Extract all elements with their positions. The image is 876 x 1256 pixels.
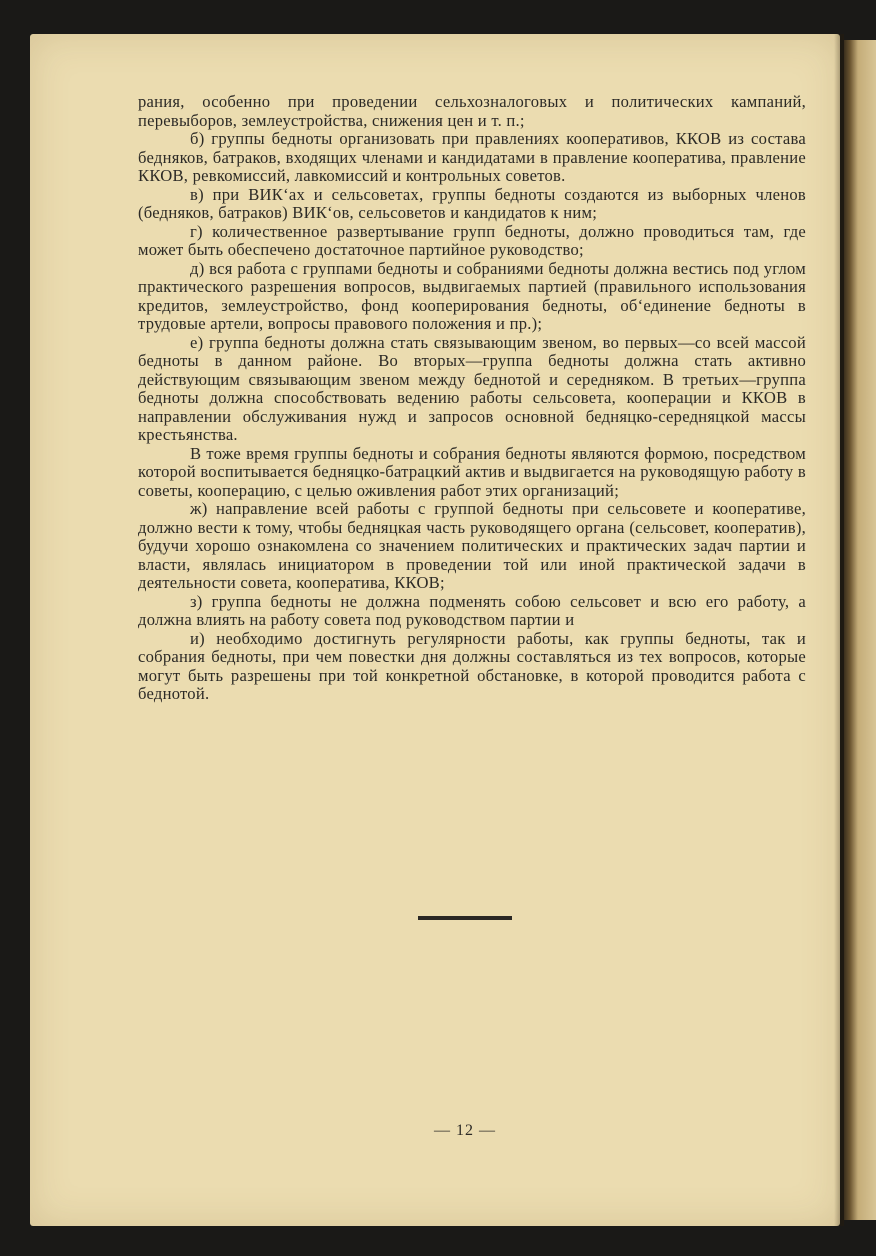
page-edge-shadow: [834, 34, 844, 1226]
adjacent-page-edge: [844, 40, 876, 1220]
page-number: — 12 —: [434, 1122, 496, 1139]
paragraph-b: б) группы бедноты организовать при правлениях кооперативов, ККОВ из состава бедняков, батраков, входящих членами и кандидатами в правление кооператива, правление ККОВ, ревкомиссий, лавкомиссий и контрольных советов.: [138, 129, 806, 185]
paragraph-v: в) при ВИК‘ах и сельсоветах, группы бедноты создаются из выборных членов (бедняков, батраков) ВИК‘ов, сельсоветов и кандидатов к ним;: [138, 184, 806, 222]
paragraph-z: з) группа бедноты не должна подменять собою сельсовет и всю его работу, а должна влиять на работу совета под руководством партии и: [138, 591, 806, 629]
body-text: [138, 93, 806, 704]
paragraph-i: и) необходимо достигнуть регулярности работы, как группы бедноты, так и собрания бедноты, при чем повестки дня должны составляться из тех вопросов, которые могут быть разрешены при той конкретной обстановке, в которой проводится работа с беднотой.: [138, 628, 806, 703]
paragraph-e: е) группа бедноты должна стать связывающим звеном, во первых—со всей массой бедноты в данном районе. Во вторых—группа бедноты должна стать активно действующим связывающим звеном между беднотой и середняком. В третьих—группа бедноты должна способствовать ведению работы сельсовета, кооперации и ККОВ в направлении обслуживания нужд и запросов основной бедняцко-середняцкой массы крестьянства.: [138, 332, 806, 444]
paragraph-d: д) вся работа с группами бедноты и собраниями бедноты должна вестись под углом практического разрешения вопросов, выдвигаемых партией (правильного использования кредитов, землеустройство, фонд кооперирования бедноты, об‘единение бедноты в трудовые артели, вопросы правового положения и пр.);: [138, 258, 806, 333]
section-divider-rule: [418, 916, 512, 920]
paragraph-form: В тоже время группы бедноты и собрания бедноты являются формою, посредством которой воспитывается бедняцко-батрацкий актив и выдвигается на руководящую работу в советы, кооперацию, с целью оживления работ этих организаций;: [138, 443, 806, 500]
paragraph-zh: ж) направление всей работы с группой бедноты при сельсовете и кооперативе, должно вести к тому, чтобы бедняцкая часть руководящего органа (сельсовет, кооператив), будучи хорошо ознакомлена со значением политических и практических задач партии и власти, являлась инициатором в проведении той или иной практической задачи в деятельности совета, кооператива, ККОВ;: [138, 499, 806, 592]
paragraph-continuation: рания, особенно при проведении сельхозналоговых и политических кампаний, перевыборов, землеустройства, снижения цен и т. п.;: [138, 92, 806, 130]
paragraph-g: г) количественное развертывание групп бедноты, должно проводиться там, где может быть обеспечено достаточное партийное руководство;: [138, 221, 806, 259]
